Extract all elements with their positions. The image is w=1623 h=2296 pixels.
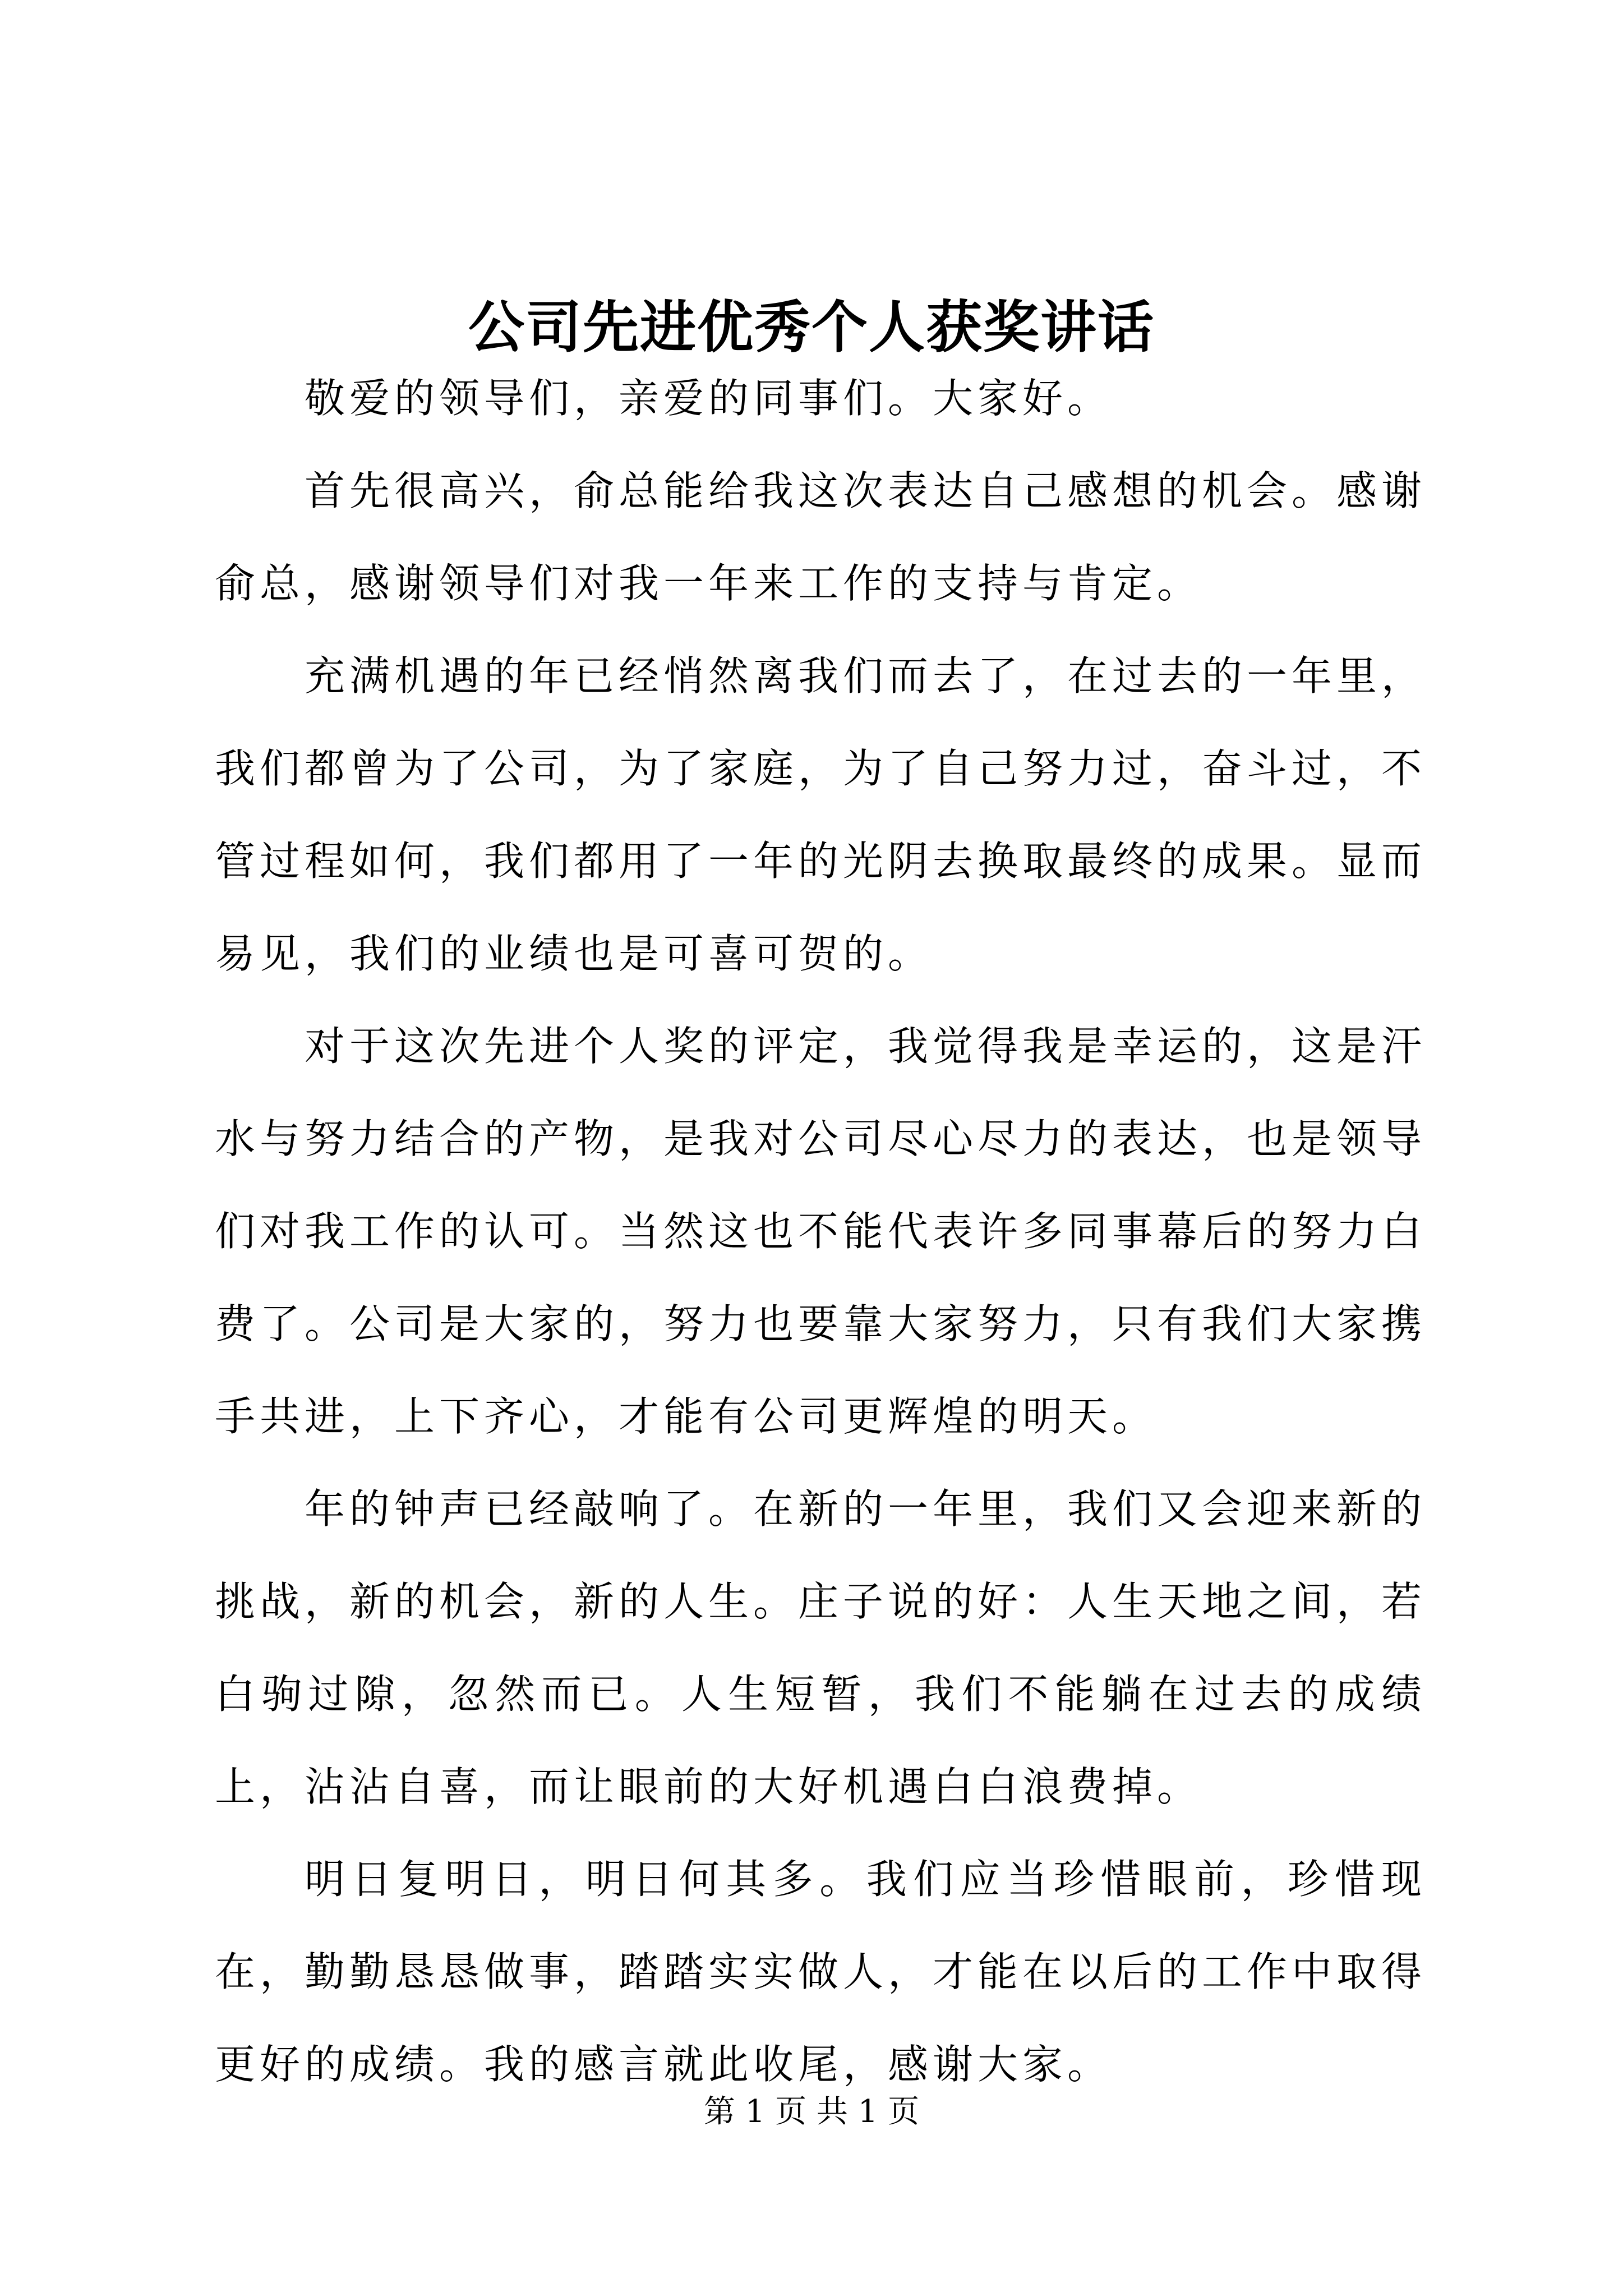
paragraph-award: 对于这次先进个人奖的评定，我觉得我是幸运的，这是汗水与努力结合的产物，是我对公司尽心尽力的表达，也是领导们对我工作的认可。当然这也不能代表许多同事幕后的努力白费了。公司是大家的，努力也要靠大家努力，只有我们大家携手共进，上下齐心，才能有公司更辉煌的明天。 — [215, 1023, 1427, 1440]
document-body — [215, 352, 1426, 2111]
paragraph-past-year: 充满机遇的年已经悄然离我们而去了，在过去的一年里，我们都曾为了公司，为了家庭，为了自己努力过，奋斗过，不管过程如何，我们都用了一年的光阴去换取最终的成果。显而易见，我们的业绩也是可喜可贺的。 — [215, 652, 1427, 977]
paragraph-thanks: 首先很高兴，俞总能给我这次表达自己感想的机会。感谢俞总，感谢领导们对我一年来工作的支持与肯定。 — [215, 467, 1427, 607]
paragraph-closing: 明日复明日，明日何其多。我们应当珍惜眼前，珍惜现在，勤勤恳恳做事，踏踏实实做人，才能在以后的工作中取得更好的成绩。我的感言就此收尾，感谢大家。 — [215, 1856, 1427, 2088]
page-number-footer: 第 1 页 共 1 页 — [703, 2093, 920, 2130]
paragraph-greeting: 敬爱的领导们，亲爱的同事们。大家好。 — [305, 375, 1113, 422]
paragraph-new-year: 年的钟声已经敲响了。在新的一年里，我们又会迎来新的挑战，新的机会，新的人生。庄子说的好：人生天地之间，若白驹过隙，忽然而已。人生短暂，我们不能躺在过去的成绩上，沾沾自喜，而让眼前的大好机遇白白浪费掉。 — [215, 1485, 1427, 1810]
document-title: 公司先进优秀个人获奖讲话 — [468, 294, 1155, 360]
